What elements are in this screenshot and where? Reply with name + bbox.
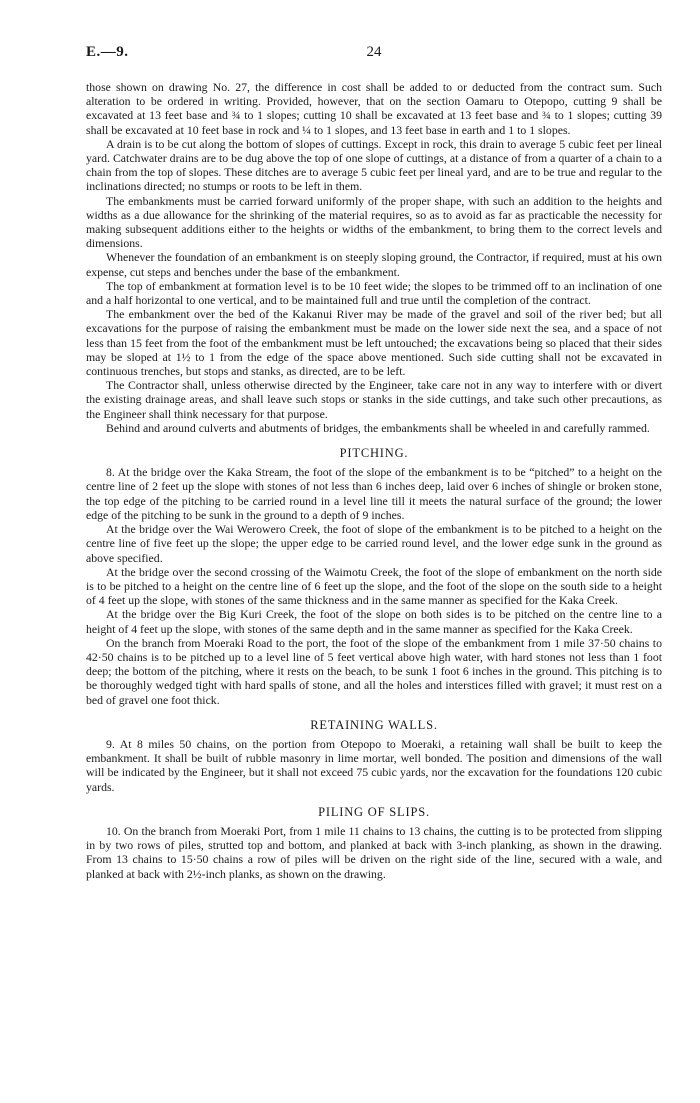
section-heading-piling-of-slips: PILING OF SLIPS. [318, 804, 430, 819]
paragraph: 10. On the branch from Moeraki Port, from 1 mile 11 chains to 13 chains, the cutting is to be protected from slipping in by two rows of piles, strutted top and bottom, and planked at back with 3-inch planking, as shown in the drawing. From 13 chains to 15·50 chains a row of piles will be driven on the right side of the line, secured with a wale, and planked at back with 2½-inch planks, as shown on the drawing. [86, 823, 662, 881]
paragraph: The top of embankment at formation level is to be 10 feet wide; the slopes to be trimmed off to an inclination of one and a half horizontal to one vertical, and to be maintained full and true until the completion of the contract. [86, 278, 662, 308]
paragraph: 9. At 8 miles 50 chains, on the portion from Otepopo to Moeraki, a retaining wall shall be built to keep the embankment. It shall be built of rubble masonry in lime mortar, well bonded. The position and dimensions of the wall will be indicated by the Engineer, but it shall not exceed 75 cubic yards, nor the excavation for the foundations 120 cubic yards. [86, 736, 662, 794]
document-body [86, 80, 662, 881]
paragraph: At the bridge over the second crossing of the Waimotu Creek, the foot of the slope of embankment on the north side is to be pitched to a height on the centre line of 6 feet up the slope, and the foot of the slope on the south side to a height of 4 feet up the slope, with stones of the same thickness and in the same manner as specified for the Kaka Creek. [86, 564, 662, 608]
paragraph: those shown on drawing No. 27, the difference in cost shall be added to or deducted from the contract sum. Such alteration to be ordered in writing. Provided, however, that on the section Oamaru to Otepopo, cutting 9 shall be excavated at 13 feet base and ¾ to 1 slopes; cutting 10 shall be excavated at 13 feet base and ¾ to 1 slopes; cutting 39 shall be excavated at 10 feet base in rock and ¼ to 1 slopes, and 13 feet base in earth and 1 to 1 slopes. [86, 80, 662, 137]
section-heading-pitching: PITCHING. [339, 446, 409, 461]
page-header [86, 44, 662, 66]
page-number: 24 [366, 44, 382, 60]
section-heading-retaining-walls: RETAINING WALLS. [310, 717, 438, 732]
paragraph: Whenever the foundation of an embankment is on steeply sloping ground, the Contractor, if required, must at his own expense, cut steps and benches under the base of the embankment. [86, 250, 662, 279]
paragraph: At the bridge over the Wai Werowero Creek, the foot of slope of the embankment is to be pitched to a height on the centre line of five feet up the slope; the upper edge to be carried round level, and the lower edge sunk in the ground as above specified. [86, 522, 662, 565]
paragraph: Behind and around culverts and abutments of bridges, the embankments shall be wheeled in and carefully rammed. [106, 420, 650, 435]
paragraph: The Contractor shall, unless otherwise directed by the Engineer, take care not in any way to interfere with or divert the existing drainage areas, and shall leave such stops or stanks in the side cuttings, and take such other precautions, as the Engineer shall think necessary for that purpose. [86, 378, 662, 421]
paragraph: A drain is to be cut along the bottom of slopes of cuttings. Except in rock, this drain to average 5 cubic feet per lineal yard. Catchwater drains are to be dug above the top of one slope of cuttings, at a distance of from a quarter of a chain to a chain from the top of slopes. These ditches are to average 5 cubic feet per lineal yard, and are to be true and regular to the inclinations directed; no stumps or roots to be left in them. [86, 136, 662, 194]
paragraph: On the branch from Moeraki Road to the port, the foot of the slope of the embankment from 1 mile 37·50 chains to 42·50 chains is to be pitched up to a level line of 5 feet vertical above high water, with hard stones not less than 1 foot deep; the bottom of the pitching, where it rests on the beach, to be sunk 1 foot 6 inches in the ground. This pitching is to be thoroughly wedged tight with hard spalls of stone, and all the holes and interstices filled with gravel; it must rest on a bed of gravel one foot thick. [86, 635, 662, 707]
section-reference: E.—9. [86, 44, 129, 60]
paragraph: At the bridge over the Big Kuri Creek, the foot of the slope on both sides is to be pitched on the centre line to a height of 4 feet up the slope, with stones of the same depth and in the same manner as specified for the Kaka Creek. [86, 607, 662, 636]
paragraph: 8. At the bridge over the Kaka Stream, the foot of the slope of the embankment is to be “pitched” to a height on the centre line of 2 feet up the slope with stones of not less than 6 inches deep, laid over 6 inches of shingle or broken stone, the top edge of the pitching to be carried round in a level line till it meets the natural surface of the ground; the lower edge of the pitching to be sunk in the ground to a depth of 9 inches. [86, 465, 662, 522]
paragraph: The embankment over the bed of the Kakanui River may be made of the gravel and soil of the river bed; but all excavations for the purpose of raising the embankment must be made on the lower side next the sea, and a space of not less than 15 feet from the foot of the embankment must be left untouched; the excavations being so placed that their sides may be sloped at 1½ to 1 from the edge of the space above mentioned. Such side cutting shall not be excavated in continuous trenches, but stops and stanks, as directed, are to be left. [86, 307, 662, 379]
paragraph: The embankments must be carried forward uniformly of the proper shape, with such an addition to the heights and widths as a due allowance for the shrinking of the material requires, so as to avoid as far as practicable the necessity for making subsequent additions either to the heights or widths of the embankment, to bring them to the correct levels and dimensions. [86, 193, 662, 251]
